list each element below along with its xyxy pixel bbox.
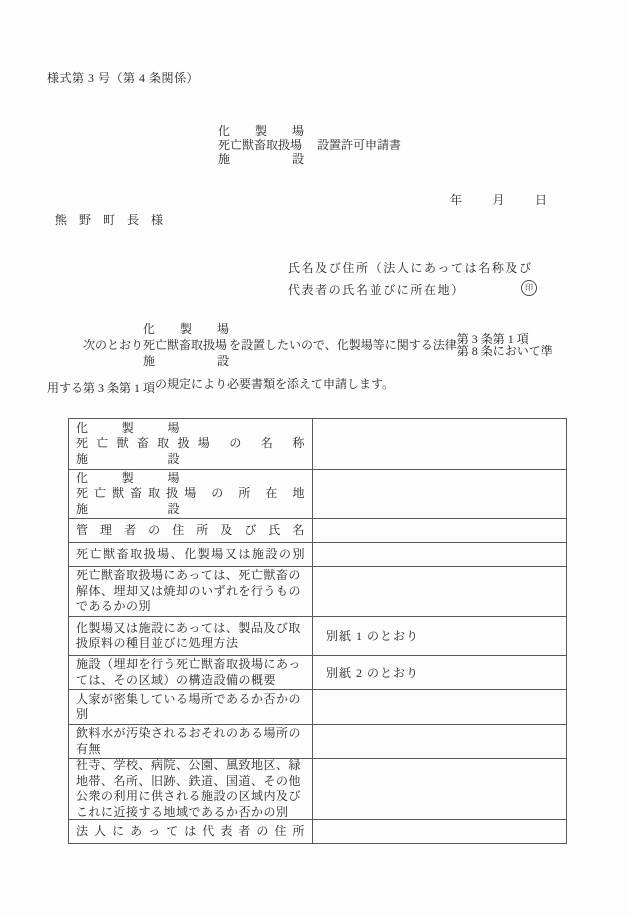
row-label: 人家が密集している場所であるか否かの 別: [76, 691, 302, 721]
label-cell: [69, 656, 313, 689]
row-label: 死亡獣畜取扱場にあっては、死亡獣畜の 解体、埋却又は焼却のいずれを行うもの であるかの別: [76, 568, 302, 614]
paragraph-pre: 次のとおり: [83, 338, 144, 352]
title-stack-bottom: 施 設: [218, 152, 304, 166]
law-option2-start: 第 8 条において準: [456, 344, 553, 358]
table-row-manager: [69, 518, 566, 542]
label-stack-bottom: 施 設: [76, 501, 180, 516]
table-row-representative-address: [69, 819, 566, 843]
table-row-products: [69, 616, 566, 655]
value-cell: 別紙 2 のとおり: [326, 665, 420, 680]
document-title: [218, 124, 401, 166]
value-cell: [313, 543, 566, 566]
month-label: 月: [492, 193, 505, 207]
table-row-disposal-method: [69, 566, 566, 616]
label-stack-top: 化 製 場: [76, 420, 180, 435]
row-label: 施設（埋却を行う死亡獣畜取扱場にあっ ては、その区域）の構造設備の概要: [76, 657, 301, 687]
year-label: 年: [450, 193, 463, 207]
label-stack-bottom: 施 設: [76, 451, 180, 466]
day-label: 日: [534, 193, 547, 207]
label-cell: [69, 617, 313, 655]
value-cell: 別紙 1 のとおり: [326, 629, 420, 643]
label-cell: [69, 470, 313, 518]
value-cell: [313, 567, 566, 616]
paragraph-stack-mid: 死亡獣畜取扱場: [143, 338, 228, 352]
value-cell: [313, 759, 566, 819]
label-cell: [69, 419, 313, 469]
paragraph-law-stack: [457, 333, 553, 358]
application-paragraph-line2: [47, 377, 395, 396]
label-cell: [69, 543, 313, 566]
date-line: [450, 192, 547, 208]
law-option2-end: 用する第 3 条第 1 項: [47, 381, 156, 395]
table-row-public-area: [69, 758, 566, 819]
application-paragraph-line1: [83, 321, 553, 369]
law-option1: 第 3 条第 1 項: [456, 331, 529, 346]
sender-line1: 氏名及び住所（法人にあっては名称及び: [288, 261, 533, 275]
row-label: 法 人 に あ っ て は 代 表 者 の 住 所: [76, 823, 305, 838]
paragraph-tail: の規定により必要書類を添えて申請します。: [155, 377, 395, 391]
form-number: 様式第 3 号（第 4 条関係）: [47, 71, 200, 85]
table-row-drinking-water: [69, 724, 566, 758]
label-stack-mid: 死亡獣畜取扱場 の 名 称: [76, 436, 305, 451]
title-stack-mid: 死亡獣畜取扱場: [218, 138, 303, 152]
value-cell: [313, 470, 566, 518]
title-facility-stack: [218, 124, 304, 166]
label-stack-top: 化 製 場: [76, 470, 180, 485]
table-row-location: [69, 469, 566, 518]
application-table: [68, 418, 567, 844]
title-suffix: 設置許可申請書: [317, 138, 402, 152]
seal-stamp-icon: 印: [521, 280, 537, 296]
value-cell: [313, 519, 566, 542]
row-label: 社寺、学校、病院、公園、風致地区、緑 地帯、名所、旧跡、鉄道、国道、その他 公衆の利用に供される施設の区域内及び これに近接する地域であるか否かの別: [76, 758, 302, 819]
paragraph-stack-top: 化 製 場: [143, 322, 230, 336]
table-row-structure: [69, 655, 566, 689]
row-label: 死亡獣畜取扱場、化製場又は施設の別: [76, 546, 305, 561]
paragraph-stack-bottom: 施 設: [143, 354, 230, 368]
label-stack-mid: 死亡獣畜取扱場 の 所 在 地: [76, 486, 305, 501]
label-cell: [69, 519, 313, 542]
sender-line2: 代表者の氏名並びに所在地）: [288, 283, 465, 297]
value-cell: [313, 419, 566, 469]
paragraph-after-stack: を設置したいので、化製場等に関する法律: [229, 338, 457, 352]
label-cell: [69, 725, 313, 758]
table-row-dense-housing: [69, 689, 566, 724]
sender-block: [288, 257, 533, 301]
paragraph-facility-stack: [143, 321, 229, 369]
table-row-name: [69, 419, 566, 469]
row-label: 飲料水が汚染されるおそれのある場所の 有無: [76, 726, 302, 756]
label-cell: [69, 820, 313, 843]
value-cell: [313, 690, 566, 724]
recipient-line: 熊 野 町 長 様: [55, 213, 164, 227]
label-cell: [69, 567, 313, 616]
value-cell: [313, 725, 566, 758]
label-cell: [69, 759, 313, 819]
title-stack-top: 化 製 場: [218, 124, 304, 138]
row-label: 管 理 者 の 住 所 及 び 氏 名: [76, 522, 305, 537]
table-row-category: [69, 542, 566, 566]
label-cell: [69, 690, 313, 724]
row-label: 化製場又は施設にあっては、製品及び取 扱原料の種目並びに処理方法: [76, 620, 301, 650]
value-cell: [313, 820, 566, 843]
